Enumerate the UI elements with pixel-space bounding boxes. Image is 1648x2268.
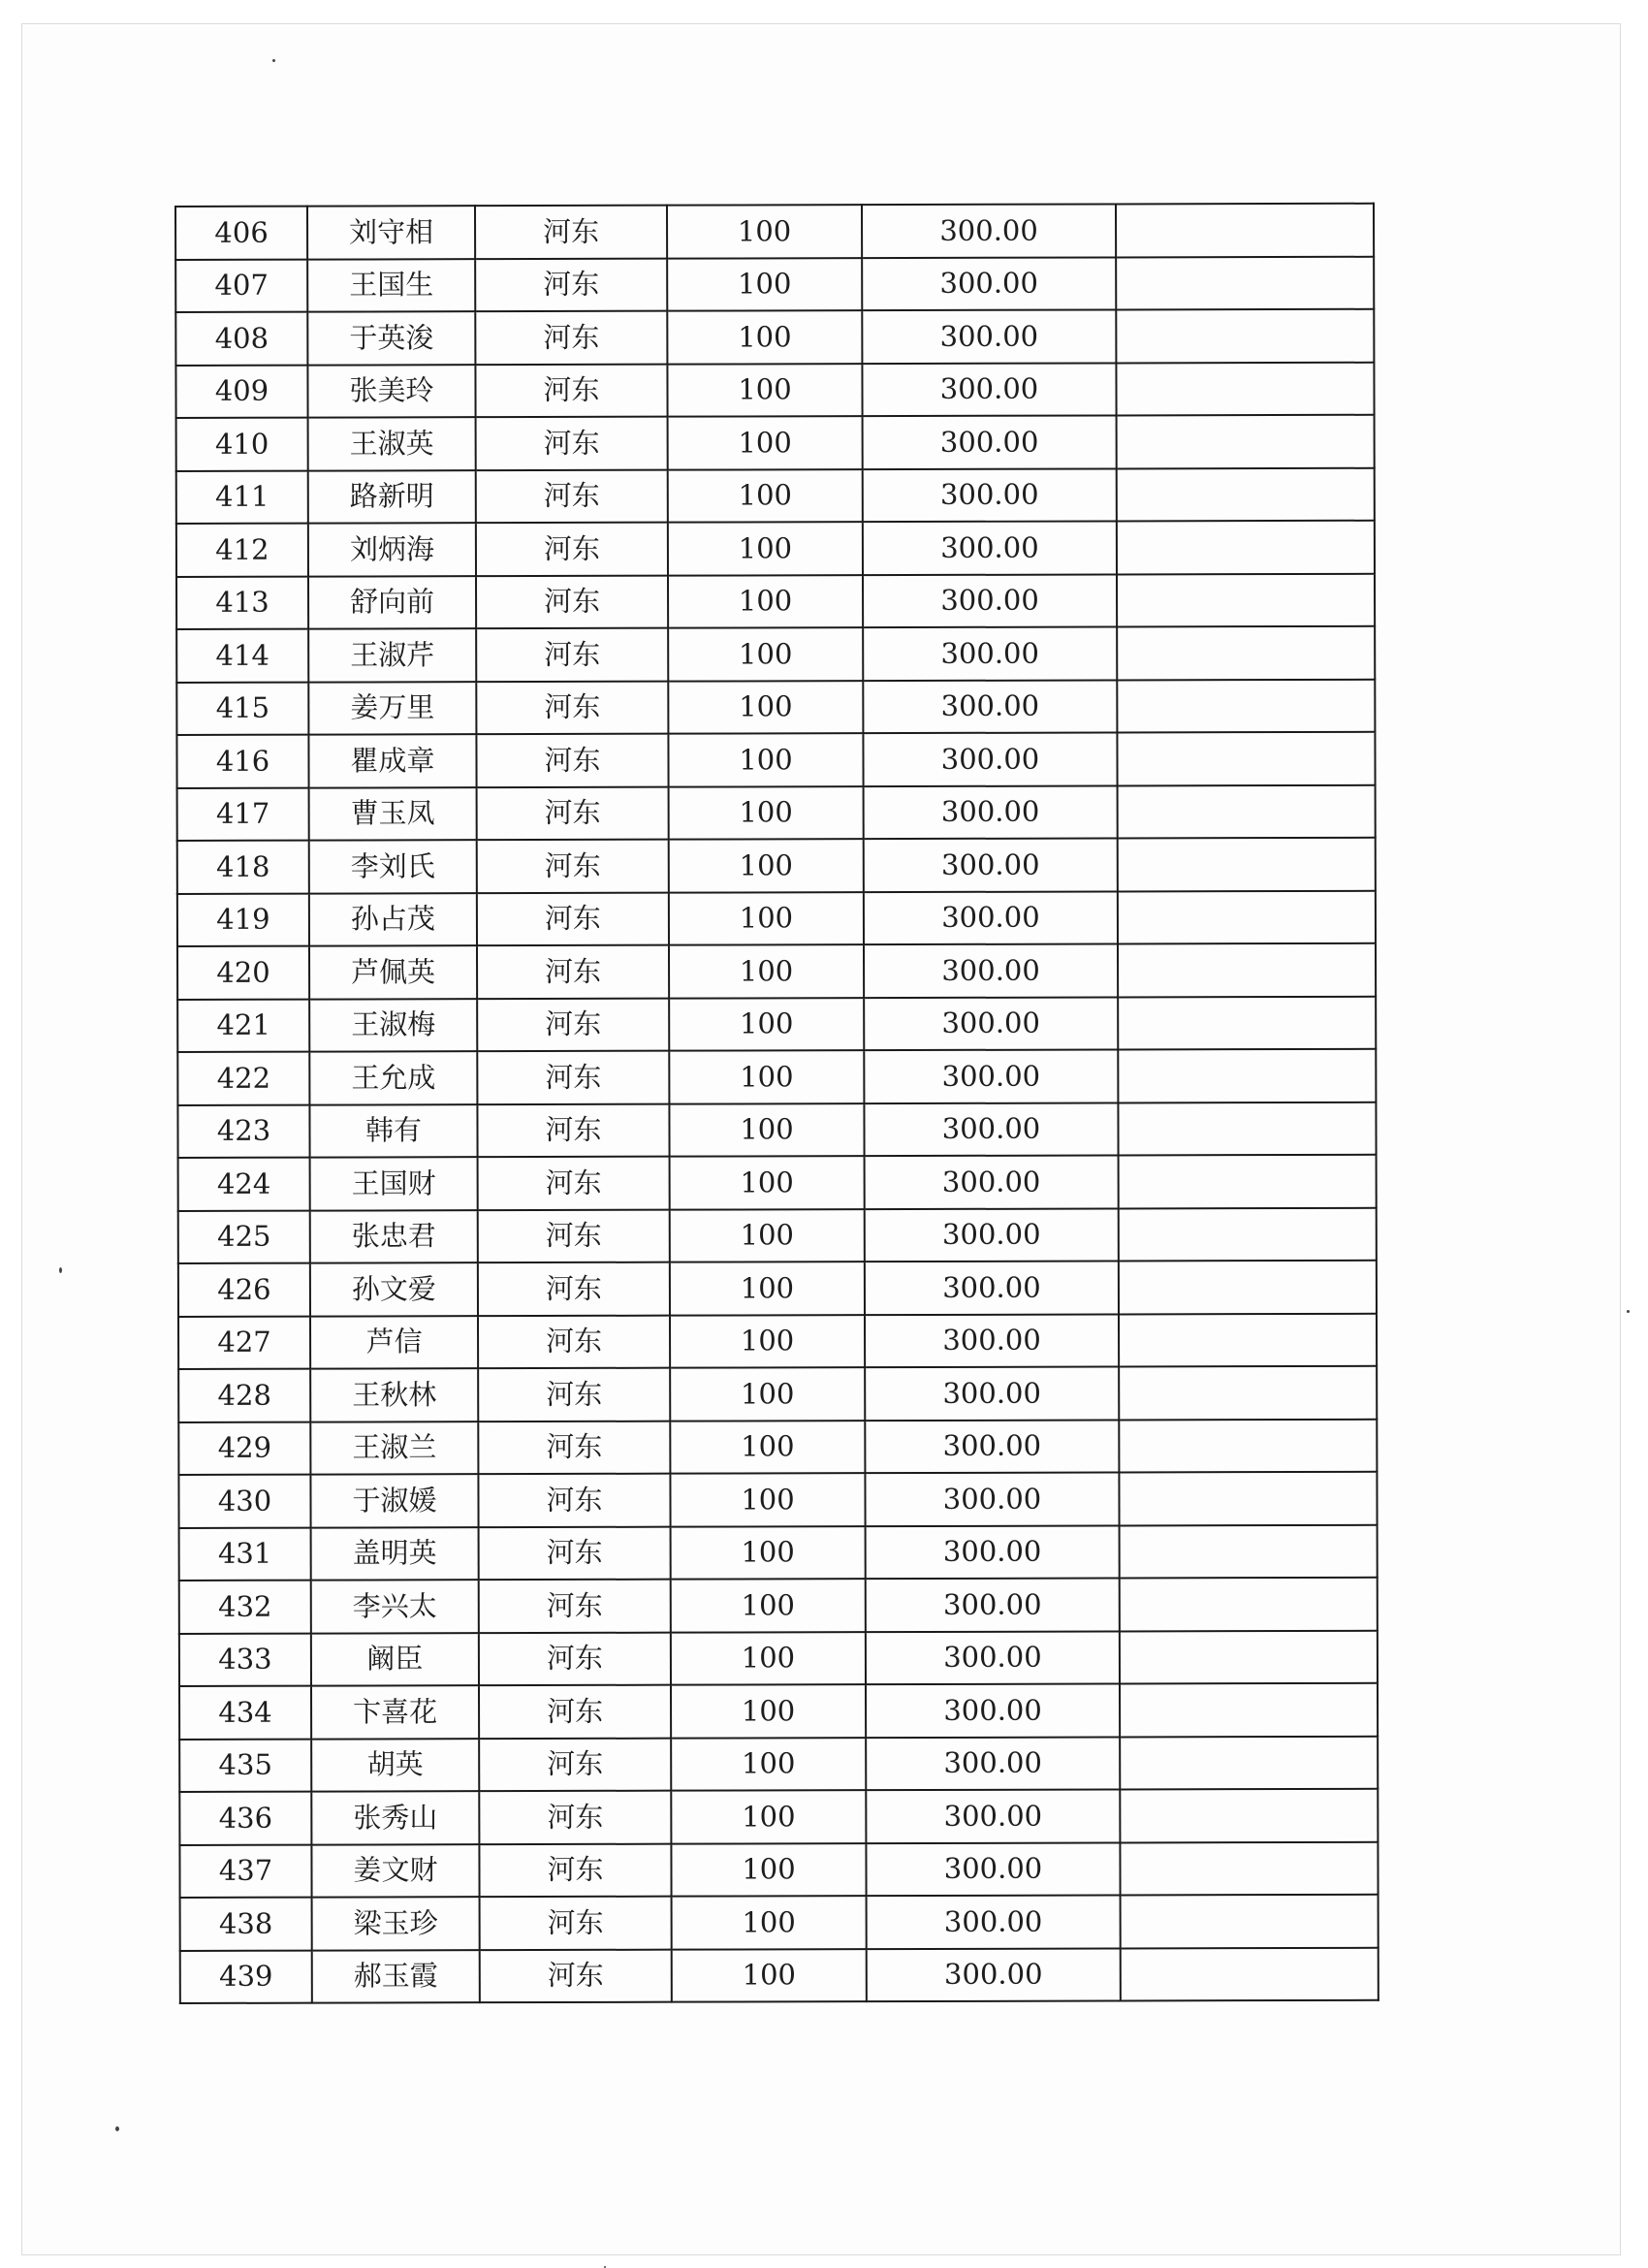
row-number-cell: 438 [180,1898,312,1951]
note-cell [1116,204,1374,257]
area-cell: 河东 [476,523,668,576]
table-row [177,890,1376,946]
row-number-cell: 420 [177,946,309,1000]
table-row [180,1895,1379,1951]
table-row [176,732,1375,788]
area-cell: 河东 [475,311,667,365]
name-cell: 王淑兰 [310,1421,478,1475]
note-cell [1121,1947,1379,2000]
table-body [175,204,1379,2003]
row-number-cell: 406 [175,207,307,260]
name-cell: 芦佩英 [309,945,477,999]
row-number-cell: 421 [177,999,309,1052]
row-number-cell: 426 [178,1263,310,1317]
name-cell: 张秀山 [311,1791,479,1844]
quantity-cell: 100 [669,892,864,945]
area-cell: 河东 [475,206,667,259]
area-cell: 河东 [478,1474,670,1527]
row-number-cell: 415 [176,682,308,735]
note-cell [1119,1207,1377,1261]
row-number-cell: 435 [179,1739,311,1792]
area-cell: 河东 [476,734,668,787]
area-cell: 河东 [476,628,668,682]
table-row [179,1524,1378,1581]
area-cell: 河东 [478,1157,670,1210]
amount-cell: 300.00 [866,1578,1120,1631]
row-number-cell: 413 [176,576,308,629]
row-number-cell: 439 [180,1950,312,2003]
area-cell: 河东 [478,1315,670,1368]
amount-cell: 300.00 [865,1261,1119,1314]
quantity-cell: 100 [668,522,863,575]
name-cell: 王允成 [309,1051,477,1104]
quantity-cell: 100 [668,575,863,628]
amount-cell: 300.00 [863,574,1117,627]
note-cell [1117,626,1375,680]
area-cell: 河东 [475,364,667,417]
table-row [179,1841,1378,1898]
note-cell [1118,838,1376,891]
quantity-cell: 100 [670,1367,865,1421]
quantity-cell: 100 [669,786,864,840]
table-row [176,626,1375,683]
quantity-cell: 100 [672,1896,867,1949]
name-cell: 孙占茂 [309,893,477,946]
quantity-cell: 100 [669,839,864,892]
amount-cell: 300.00 [867,1895,1121,1948]
area-cell: 河东 [479,1526,671,1580]
quantity-cell: 100 [670,1262,865,1315]
row-number-cell: 431 [179,1527,311,1581]
table-row [176,521,1375,577]
quantity-cell: 100 [671,1632,866,1685]
note-cell [1118,996,1376,1049]
note-cell [1121,1895,1379,1948]
amount-cell: 300.00 [864,943,1118,997]
row-number-cell: 407 [175,259,307,312]
amount-cell: 300.00 [863,732,1117,785]
table-row [179,1736,1378,1792]
area-cell: 河东 [477,786,669,840]
note-cell [1120,1789,1378,1842]
quantity-cell: 100 [669,998,864,1051]
table-row [176,573,1375,629]
table-row [179,1789,1378,1845]
table-row [178,1313,1377,1369]
quantity-cell: 100 [671,1579,866,1632]
quantity-cell: 100 [668,627,863,681]
amount-cell: 300.00 [867,1948,1121,2001]
amount-cell: 300.00 [865,1314,1119,1367]
note-cell [1116,256,1374,309]
amount-cell: 300.00 [866,1737,1120,1790]
name-cell: 张美玲 [307,365,475,418]
amount-cell: 300.00 [865,1472,1119,1525]
quantity-cell: 100 [667,310,862,364]
note-cell [1118,890,1376,943]
row-number-cell: 437 [179,1844,311,1898]
area-cell: 河东 [477,998,669,1051]
name-cell: 胡英 [311,1739,479,1792]
amount-cell: 300.00 [862,363,1116,416]
quantity-cell: 100 [668,469,863,523]
name-cell: 卞喜花 [311,1685,479,1739]
area-cell: 河东 [479,1632,671,1685]
quantity-cell: 100 [668,681,863,734]
quantity-cell: 100 [672,1949,867,2002]
table-row [176,679,1375,735]
area-cell: 河东 [476,469,668,523]
quantity-cell: 100 [670,1421,865,1474]
name-cell: 刘炳海 [308,523,476,576]
table-row [179,1683,1378,1740]
table-row [178,1261,1377,1317]
table-row [177,784,1376,841]
note-cell [1117,467,1375,521]
table-row [177,838,1376,894]
amount-cell: 300.00 [863,521,1117,574]
row-number-cell: 418 [177,841,309,894]
area-cell: 河东 [477,1051,669,1104]
area-cell: 河东 [478,1262,670,1316]
quantity-cell: 100 [670,1473,865,1526]
note-cell [1117,573,1375,626]
quantity-cell: 100 [669,1050,864,1103]
note-cell [1117,521,1375,574]
area-cell: 河东 [478,1421,670,1474]
name-cell: 王淑梅 [309,999,477,1052]
amount-cell: 300.00 [863,680,1117,733]
name-cell: 路新明 [308,470,476,524]
name-cell: 舒向前 [308,576,476,629]
amount-cell: 300.00 [865,1155,1119,1208]
amount-cell: 300.00 [863,468,1117,522]
amount-cell: 300.00 [866,1789,1120,1842]
row-number-cell: 410 [176,418,308,471]
area-cell: 河东 [475,258,667,311]
note-cell [1119,1261,1377,1314]
name-cell: 王淑芹 [308,628,476,682]
scan-speck [1627,1310,1630,1313]
amount-cell: 300.00 [866,1683,1120,1737]
area-cell: 河东 [479,1685,671,1739]
table-row [177,996,1376,1052]
table-row [177,1049,1376,1105]
row-number-cell: 424 [178,1158,310,1211]
quantity-cell: 100 [667,205,862,258]
row-number-cell: 422 [177,1052,309,1105]
table-row [179,1630,1378,1686]
note-cell [1117,732,1375,785]
table-row [177,1102,1376,1158]
note-cell [1116,362,1374,415]
amount-cell: 300.00 [863,626,1117,680]
amount-cell: 300.00 [866,1525,1120,1579]
table-row [175,256,1374,312]
name-cell: 刘守相 [307,206,475,259]
row-number-cell: 419 [177,893,309,946]
note-cell [1120,1841,1378,1895]
row-number-cell: 417 [177,787,309,841]
name-cell: 姜文财 [311,1844,479,1898]
note-cell [1120,1524,1378,1578]
quantity-cell: 100 [671,1738,866,1791]
note-cell [1119,1366,1377,1420]
name-cell: 郝玉霞 [312,1950,480,2003]
area-cell: 河东 [478,1368,670,1421]
area-cell: 河东 [479,1738,671,1791]
area-cell: 河东 [479,1791,671,1844]
area-cell: 河东 [477,1103,669,1157]
name-cell: 韩有 [309,1104,477,1158]
name-cell: 盖明英 [311,1527,479,1581]
note-cell [1120,1683,1378,1737]
quantity-cell: 100 [670,1156,865,1209]
area-cell: 河东 [478,1209,670,1262]
name-cell: 于淑媛 [310,1474,478,1527]
amount-cell: 300.00 [862,309,1116,363]
amount-cell: 300.00 [866,1842,1120,1896]
area-cell: 河东 [477,945,669,999]
row-number-cell: 432 [179,1581,311,1634]
amount-cell: 300.00 [865,1420,1119,1473]
area-cell: 河东 [477,840,669,893]
amount-cell: 300.00 [866,1631,1120,1684]
note-cell [1119,1472,1377,1525]
row-number-cell: 430 [178,1475,310,1528]
table-row [176,415,1375,471]
note-cell [1117,679,1375,732]
table-row [178,1366,1377,1422]
name-cell: 王国生 [307,259,475,312]
row-number-cell: 434 [179,1686,311,1740]
note-cell [1120,1630,1378,1683]
payment-table [174,203,1379,2004]
table-row [178,1472,1377,1528]
table-row [178,1207,1377,1263]
row-number-cell: 423 [177,1104,309,1158]
row-number-cell: 411 [176,470,308,524]
area-cell: 河东 [477,892,669,945]
quantity-cell: 100 [667,258,862,311]
table-row [178,1155,1377,1211]
note-cell [1119,1419,1377,1472]
row-number-cell: 425 [178,1210,310,1263]
table-row [178,1419,1377,1475]
name-cell: 曹玉凤 [309,787,477,841]
table-row [175,204,1374,260]
table-row [175,362,1374,418]
row-number-cell: 428 [178,1369,310,1422]
note-cell [1118,1049,1376,1102]
row-number-cell: 416 [176,735,308,788]
row-number-cell: 436 [179,1792,311,1845]
quantity-cell: 100 [671,1790,866,1843]
note-cell [1119,1155,1377,1208]
name-cell: 姜万里 [308,682,476,735]
amount-cell: 300.00 [862,204,1116,257]
note-cell [1120,1736,1378,1789]
amount-cell: 300.00 [865,1208,1119,1262]
area-cell: 河东 [480,1949,672,2002]
row-number-cell: 409 [175,365,307,418]
quantity-cell: 100 [670,1209,865,1262]
table-row [176,467,1375,524]
name-cell: 王秋林 [310,1368,478,1421]
table-row [177,943,1376,1000]
quantity-cell: 100 [671,1684,866,1738]
amount-cell: 300.00 [862,257,1116,310]
row-number-cell: 408 [175,312,307,366]
amount-cell: 300.00 [864,785,1118,839]
table-row [175,309,1374,366]
quantity-cell: 100 [668,733,863,786]
quantity-cell: 100 [668,416,863,469]
name-cell: 王国财 [310,1157,478,1210]
note-cell [1116,309,1374,363]
scan-speck [115,2126,119,2131]
note-cell [1118,784,1376,838]
name-cell: 李兴太 [311,1580,479,1633]
amount-cell: 300.00 [863,415,1117,468]
name-cell: 李刘氏 [309,840,477,893]
row-number-cell: 433 [179,1633,311,1686]
amount-cell: 300.00 [865,1366,1119,1420]
name-cell: 梁玉珍 [312,1897,480,1950]
name-cell: 王淑英 [308,417,476,470]
name-cell: 阚臣 [311,1633,479,1686]
amount-cell: 300.00 [864,1049,1118,1102]
row-number-cell: 414 [176,629,308,683]
quantity-cell: 100 [671,1843,866,1897]
note-cell [1120,1578,1378,1631]
amount-cell: 300.00 [864,1102,1118,1156]
area-cell: 河东 [479,1580,671,1633]
scan-speck [272,59,275,62]
name-cell: 张忠君 [310,1210,478,1263]
name-cell: 于英浚 [307,311,475,365]
note-cell [1118,1102,1376,1155]
note-cell [1118,943,1376,997]
note-cell [1119,1313,1377,1366]
area-cell: 河东 [476,575,668,628]
quantity-cell: 100 [671,1526,866,1580]
area-cell: 河东 [479,1843,671,1897]
quantity-cell: 100 [670,1315,865,1368]
scan-speck [59,1267,62,1273]
name-cell: 孙文爱 [310,1262,478,1316]
name-cell: 芦信 [310,1316,478,1369]
quantity-cell: 100 [669,1103,864,1157]
row-number-cell: 429 [178,1421,310,1475]
amount-cell: 300.00 [864,997,1118,1050]
quantity-cell: 100 [669,944,864,998]
area-cell: 河东 [476,681,668,734]
area-cell: 河东 [476,417,668,470]
table-row [179,1578,1378,1634]
row-number-cell: 412 [176,524,308,577]
amount-cell: 300.00 [864,838,1118,891]
row-number-cell: 427 [178,1316,310,1369]
note-cell [1117,415,1375,468]
name-cell: 瞿成章 [308,734,476,787]
table-row [180,1947,1379,2003]
area-cell: 河东 [480,1897,672,1950]
quantity-cell: 100 [667,364,862,417]
amount-cell: 300.00 [864,891,1118,944]
